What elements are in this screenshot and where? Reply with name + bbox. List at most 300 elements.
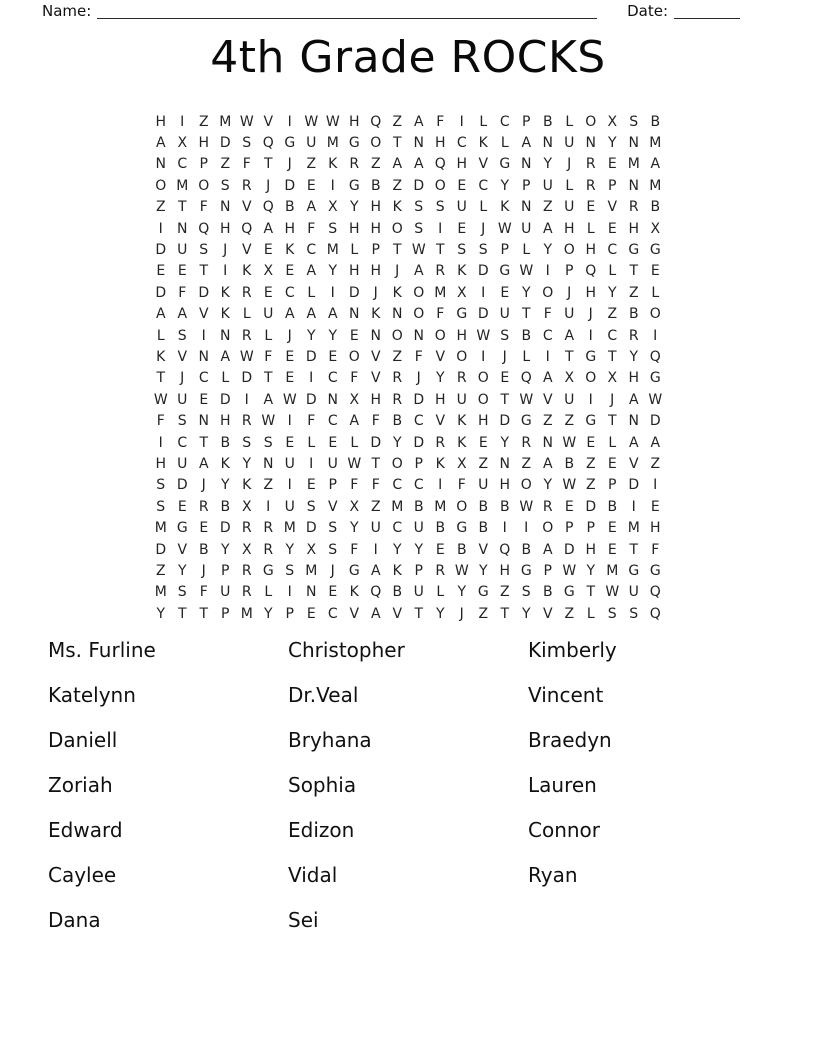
grid-letter: U: [370, 520, 381, 537]
grid-letter: Z: [478, 605, 489, 622]
grid-letter: B: [521, 541, 532, 558]
grid-letter: R: [241, 562, 252, 579]
grid-letter: S: [328, 220, 338, 237]
grid-letter: M: [434, 498, 447, 515]
grid-letter: E: [586, 434, 596, 451]
grid-letter: C: [478, 177, 489, 194]
grid-letter: H: [456, 156, 468, 173]
grid-letter: T: [263, 370, 273, 387]
grid-letter: T: [629, 541, 639, 558]
grid-letter: M: [627, 520, 640, 537]
grid-letter: O: [413, 306, 425, 323]
grid-letter: E: [306, 605, 316, 622]
grid-letter: B: [392, 413, 403, 430]
grid-letter: A: [628, 434, 639, 451]
grid-letter: J: [502, 348, 507, 365]
grid-letter: I: [438, 220, 443, 237]
word-list-item: Kimberly: [528, 637, 617, 662]
grid-letter: Y: [521, 284, 531, 301]
grid-letter: F: [242, 156, 251, 173]
grid-letter: I: [244, 391, 249, 408]
grid-letter: M: [176, 177, 189, 194]
grid-letter: D: [413, 434, 425, 451]
grid-letter: A: [263, 391, 274, 408]
grid-letter: P: [522, 113, 531, 130]
grid-letter: N: [177, 220, 188, 237]
grid-letter: O: [391, 455, 403, 472]
grid-letter: K: [349, 584, 359, 601]
puzzle-grid: [150, 111, 666, 624]
grid-letter: Z: [220, 156, 231, 173]
grid-letter: O: [155, 177, 167, 194]
grid-letter: H: [155, 113, 167, 130]
grid-letter: U: [177, 455, 188, 472]
grid-letter: I: [266, 498, 271, 515]
grid-letter: Q: [370, 113, 382, 130]
grid-letter: Z: [155, 199, 166, 216]
grid-letter: R: [263, 520, 274, 537]
grid-letter: P: [543, 562, 552, 579]
grid-letter: W: [519, 391, 534, 408]
grid-letter: H: [499, 562, 511, 579]
grid-letter: D: [477, 263, 489, 280]
grid-letter: F: [543, 306, 552, 323]
grid-letter: H: [628, 220, 640, 237]
grid-letter: M: [283, 520, 296, 537]
grid-letter: J: [395, 263, 400, 280]
grid-letter: Y: [500, 434, 510, 451]
grid-letter: L: [436, 584, 445, 601]
grid-letter: U: [628, 584, 639, 601]
grid-letter: S: [199, 242, 209, 259]
grid-letter: B: [564, 455, 575, 472]
grid-letter: F: [371, 477, 380, 494]
grid-letter: C: [413, 413, 424, 430]
grid-letter: C: [392, 477, 403, 494]
grid-letter: S: [156, 477, 166, 494]
grid-letter: C: [413, 477, 424, 494]
grid-letter: I: [481, 284, 486, 301]
grid-letter: T: [629, 263, 639, 280]
grid-letter: V: [478, 156, 489, 173]
grid-letter: T: [371, 455, 381, 472]
grid-letter: Y: [543, 242, 553, 259]
grid-letter: K: [371, 306, 381, 323]
name-label: Name:: [42, 2, 92, 20]
grid-letter: L: [307, 284, 316, 301]
grid-letter: B: [650, 199, 661, 216]
grid-letter: V: [241, 242, 252, 259]
grid-letter: U: [220, 584, 231, 601]
grid-letter: A: [413, 113, 424, 130]
grid-letter: G: [628, 562, 640, 579]
word-list-item: Vincent: [528, 682, 604, 707]
grid-letter: S: [328, 541, 338, 558]
grid-letter: E: [650, 498, 660, 515]
grid-letter: G: [348, 177, 360, 194]
grid-letter: B: [478, 498, 489, 515]
grid-letter: E: [285, 348, 295, 365]
grid-letter: Y: [220, 477, 230, 494]
grid-letter: I: [287, 584, 292, 601]
grid-letter: G: [649, 370, 661, 387]
grid-letter: U: [564, 391, 575, 408]
grid-letter: Y: [285, 541, 295, 558]
grid-letter: D: [649, 413, 661, 430]
grid-letter: I: [287, 477, 292, 494]
grid-letter: P: [500, 242, 509, 259]
word-list-item: Bryhana: [288, 727, 372, 752]
grid-letter: I: [180, 113, 185, 130]
grid-letter: N: [392, 306, 403, 323]
grid-letter: W: [325, 113, 340, 130]
date-blank-line: [674, 1, 740, 19]
grid-letter: A: [413, 156, 424, 173]
grid-letter: K: [392, 284, 402, 301]
grid-letter: F: [307, 220, 316, 237]
grid-letter: F: [156, 413, 165, 430]
grid-letter: T: [199, 605, 209, 622]
grid-letter: N: [542, 434, 553, 451]
grid-letter: H: [155, 455, 167, 472]
grid-letter: E: [199, 520, 209, 537]
grid-letter: Z: [542, 199, 553, 216]
word-list-item: Vidal: [288, 862, 338, 887]
grid-letter: Q: [198, 220, 210, 237]
grid-letter: J: [567, 156, 572, 173]
grid-letter: N: [585, 135, 596, 152]
grid-letter: D: [241, 370, 253, 387]
grid-letter: N: [220, 199, 231, 216]
grid-letter: Z: [542, 413, 553, 430]
grid-letter: V: [349, 605, 360, 622]
grid-letter: S: [177, 327, 187, 344]
grid-letter: Y: [156, 605, 166, 622]
grid-letter: U: [499, 306, 510, 323]
grid-letter: R: [435, 562, 446, 579]
grid-letter: N: [220, 327, 231, 344]
grid-letter: P: [522, 177, 531, 194]
grid-letter: B: [198, 541, 209, 558]
grid-letter: Z: [306, 156, 317, 173]
grid-letter: T: [586, 584, 596, 601]
grid-letter: V: [177, 348, 188, 365]
grid-letter: S: [607, 605, 617, 622]
grid-letter: A: [263, 220, 274, 237]
grid-letter: D: [499, 413, 511, 430]
grid-letter: B: [392, 584, 403, 601]
grid-letter: T: [500, 605, 510, 622]
grid-letter: D: [477, 306, 489, 323]
grid-letter: V: [177, 541, 188, 558]
grid-letter: E: [650, 263, 660, 280]
grid-letter: T: [607, 413, 617, 430]
grid-letter: D: [370, 434, 382, 451]
grid-letter: M: [434, 284, 447, 301]
grid-letter: G: [628, 242, 640, 259]
grid-letter: Z: [370, 498, 381, 515]
grid-letter: W: [304, 113, 319, 130]
grid-letter: R: [435, 434, 446, 451]
grid-letter: M: [391, 498, 404, 515]
grid-letter: P: [565, 520, 574, 537]
grid-letter: S: [521, 584, 531, 601]
grid-letter: G: [520, 562, 532, 579]
grid-letter: Q: [241, 220, 253, 237]
grid-letter: Y: [521, 605, 531, 622]
grid-letter: B: [370, 177, 381, 194]
grid-letter: N: [628, 413, 639, 430]
grid-letter: W: [153, 391, 168, 408]
word-list-item: Katelynn: [48, 682, 136, 707]
grid-letter: T: [199, 434, 209, 451]
grid-letter: K: [242, 477, 252, 494]
grid-letter: A: [284, 306, 295, 323]
grid-letter: T: [414, 605, 424, 622]
grid-letter: E: [328, 348, 338, 365]
grid-letter: J: [481, 220, 486, 237]
grid-letter: Q: [585, 263, 597, 280]
grid-letter: Z: [585, 455, 596, 472]
grid-letter: Y: [349, 520, 359, 537]
grid-letter: Q: [649, 584, 661, 601]
grid-letter: T: [177, 605, 187, 622]
grid-letter: A: [542, 455, 553, 472]
grid-letter: L: [479, 199, 488, 216]
grid-letter: J: [373, 284, 378, 301]
grid-letter: Y: [263, 605, 273, 622]
grid-letter: F: [199, 584, 208, 601]
grid-letter: N: [198, 348, 209, 365]
grid-letter: M: [154, 520, 167, 537]
grid-letter: I: [309, 455, 314, 472]
grid-letter: M: [649, 135, 662, 152]
grid-letter: U: [177, 242, 188, 259]
grid-letter: O: [391, 327, 403, 344]
grid-letter: H: [456, 327, 468, 344]
grid-letter: S: [435, 199, 445, 216]
grid-letter: U: [327, 455, 338, 472]
grid-letter: A: [327, 306, 338, 323]
grid-letter: Y: [500, 177, 510, 194]
grid-letter: V: [607, 199, 618, 216]
grid-letter: V: [327, 498, 338, 515]
grid-letter: D: [155, 284, 167, 301]
grid-letter: O: [391, 220, 403, 237]
grid-letter: X: [456, 455, 467, 472]
grid-letter: K: [242, 263, 252, 280]
grid-letter: N: [413, 135, 424, 152]
grid-letter: E: [607, 156, 617, 173]
grid-letter: W: [411, 242, 426, 259]
grid-letter: F: [307, 413, 316, 430]
grid-letter: X: [456, 284, 467, 301]
grid-letter: H: [434, 135, 446, 152]
grid-letter: A: [370, 605, 381, 622]
grid-letter: E: [263, 284, 273, 301]
grid-letter: G: [585, 413, 597, 430]
grid-letter: C: [542, 327, 553, 344]
grid-letter: I: [330, 177, 335, 194]
grid-letter: N: [198, 413, 209, 430]
grid-letter: B: [499, 498, 510, 515]
grid-letter: U: [564, 135, 575, 152]
grid-letter: Q: [434, 156, 446, 173]
grid-letter: C: [499, 113, 510, 130]
grid-letter: E: [500, 370, 510, 387]
grid-letter: Y: [392, 541, 402, 558]
grid-letter: B: [220, 434, 231, 451]
grid-letter: U: [284, 498, 295, 515]
grid-letter: Y: [478, 562, 488, 579]
date-label: Date:: [627, 2, 668, 20]
grid-letter: W: [454, 562, 469, 579]
grid-letter: A: [650, 156, 661, 173]
grid-letter: A: [628, 391, 639, 408]
grid-letter: S: [414, 199, 424, 216]
grid-letter: F: [414, 348, 423, 365]
grid-letter: E: [457, 177, 467, 194]
grid-letter: E: [435, 541, 445, 558]
grid-letter: Y: [328, 263, 338, 280]
grid-letter: G: [477, 584, 489, 601]
grid-letter: I: [502, 520, 507, 537]
grid-letter: H: [348, 220, 360, 237]
grid-letter: F: [199, 199, 208, 216]
grid-letter: P: [199, 156, 208, 173]
grid-letter: H: [585, 284, 597, 301]
grid-letter: M: [649, 177, 662, 194]
grid-letter: K: [500, 199, 510, 216]
grid-letter: R: [628, 327, 639, 344]
grid-letter: G: [348, 562, 360, 579]
grid-letter: T: [500, 391, 510, 408]
grid-letter: K: [285, 242, 295, 259]
grid-letter: Q: [262, 199, 274, 216]
grid-letter: H: [370, 391, 382, 408]
grid-letter: W: [476, 327, 491, 344]
grid-letter: H: [628, 370, 640, 387]
grid-letter: X: [177, 135, 188, 152]
grid-letter: B: [413, 498, 424, 515]
grid-letter: L: [350, 434, 359, 451]
grid-letter: B: [650, 113, 661, 130]
word-list-item: Connor: [528, 817, 601, 842]
grid-letter: A: [155, 306, 166, 323]
grid-letter: D: [305, 391, 317, 408]
grid-letter: D: [219, 520, 231, 537]
grid-letter: S: [414, 220, 424, 237]
grid-letter: I: [653, 327, 658, 344]
grid-letter: S: [177, 584, 187, 601]
grid-letter: F: [264, 348, 273, 365]
grid-letter: E: [607, 541, 617, 558]
grid-letter: K: [457, 263, 467, 280]
grid-letter: K: [457, 413, 467, 430]
grid-letter: V: [542, 605, 553, 622]
grid-letter: M: [326, 242, 339, 259]
page-title: 4th Grade ROCKS: [210, 32, 606, 83]
grid-letter: V: [370, 370, 381, 387]
grid-letter: L: [264, 327, 273, 344]
grid-letter: K: [435, 455, 445, 472]
grid-letter: G: [262, 562, 274, 579]
grid-letter: Z: [198, 113, 209, 130]
grid-letter: K: [220, 306, 230, 323]
grid-letter: D: [305, 348, 317, 365]
grid-letter: T: [177, 199, 187, 216]
grid-letter: O: [649, 306, 661, 323]
grid-letter: H: [563, 220, 575, 237]
grid-letter: J: [287, 156, 292, 173]
word-list-item: Christopher: [288, 637, 405, 662]
grid-letter: L: [522, 348, 531, 365]
grid-letter: X: [306, 541, 317, 558]
grid-letter: B: [284, 199, 295, 216]
grid-letter: X: [607, 370, 618, 387]
grid-letter: I: [459, 113, 464, 130]
grid-letter: Y: [435, 370, 445, 387]
grid-letter: L: [479, 113, 488, 130]
grid-letter: Y: [220, 541, 230, 558]
grid-letter: Z: [370, 156, 381, 173]
grid-letter: P: [285, 605, 294, 622]
grid-letter: S: [629, 113, 639, 130]
grid-letter: K: [478, 135, 488, 152]
grid-letter: L: [221, 370, 230, 387]
grid-letter: O: [585, 370, 597, 387]
grid-letter: W: [605, 584, 620, 601]
grid-letter: J: [330, 562, 335, 579]
grid-letter: T: [392, 135, 402, 152]
grid-letter: I: [309, 370, 314, 387]
grid-letter: D: [219, 135, 231, 152]
grid-letter: O: [348, 348, 360, 365]
grid-letter: F: [371, 413, 380, 430]
grid-letter: R: [241, 584, 252, 601]
grid-letter: D: [563, 541, 575, 558]
grid-letter: W: [497, 220, 512, 237]
grid-letter: N: [499, 455, 510, 472]
grid-letter: R: [241, 284, 252, 301]
grid-letter: R: [263, 541, 274, 558]
grid-letter: I: [588, 327, 593, 344]
grid-letter: R: [628, 199, 639, 216]
grid-letter: S: [629, 605, 639, 622]
grid-letter: Z: [392, 177, 403, 194]
grid-letter: N: [306, 584, 317, 601]
grid-letter: H: [585, 242, 597, 259]
grid-letter: B: [220, 498, 231, 515]
grid-letter: Y: [349, 199, 359, 216]
grid-letter: R: [392, 370, 403, 387]
grid-letter: S: [328, 520, 338, 537]
grid-letter: M: [219, 113, 232, 130]
grid-letter: I: [631, 498, 636, 515]
grid-letter: T: [607, 348, 617, 365]
grid-letter: A: [542, 541, 553, 558]
grid-letter: J: [416, 370, 421, 387]
grid-letter: X: [607, 113, 618, 130]
grid-letter: W: [519, 263, 534, 280]
word-list-item: Ryan: [528, 862, 578, 887]
grid-letter: E: [328, 584, 338, 601]
grid-letter: Y: [543, 477, 553, 494]
grid-letter: B: [521, 327, 532, 344]
grid-letter: I: [201, 327, 206, 344]
grid-letter: J: [287, 327, 292, 344]
grid-letter: I: [524, 520, 529, 537]
